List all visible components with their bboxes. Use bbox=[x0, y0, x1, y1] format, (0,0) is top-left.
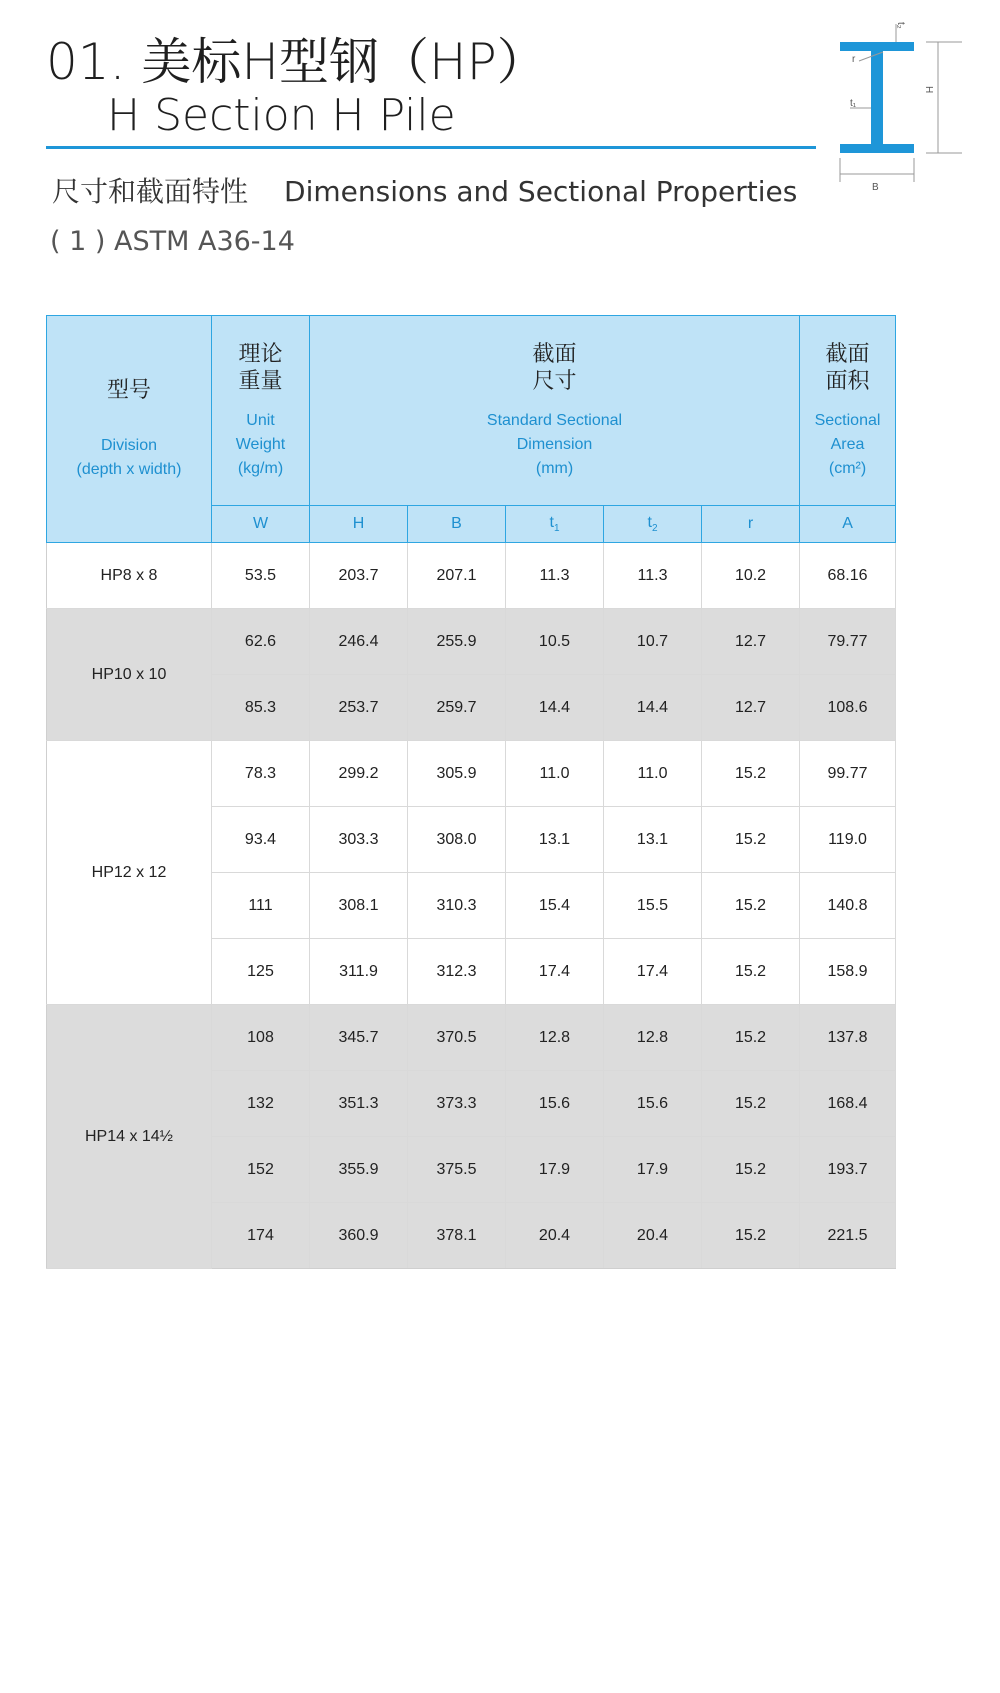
header-area-en bbox=[800, 409, 895, 481]
title-divider bbox=[46, 146, 816, 149]
table-row bbox=[47, 609, 896, 675]
header-area-cn1: 截面 bbox=[825, 341, 870, 367]
unit-r: r bbox=[702, 506, 800, 543]
header-area-en3: (cm²) bbox=[828, 459, 867, 477]
value-cell: 310.3 bbox=[408, 873, 506, 939]
value-cell: 378.1 bbox=[408, 1203, 506, 1269]
value-cell: 360.9 bbox=[310, 1203, 408, 1269]
header-dimension-cn bbox=[310, 341, 799, 395]
value-cell: 303.3 bbox=[310, 807, 408, 873]
table-row bbox=[47, 741, 896, 807]
value-cell: 15.2 bbox=[702, 939, 800, 1005]
value-cell: 255.9 bbox=[408, 609, 506, 675]
value-cell: 158.9 bbox=[800, 939, 896, 1005]
unit-t2-sub: 2 bbox=[651, 523, 658, 535]
value-cell: 17.4 bbox=[604, 939, 702, 1005]
value-cell: 305.9 bbox=[408, 741, 506, 807]
value-cell: 108.6 bbox=[800, 675, 896, 741]
subtitle-cn: 尺寸和截面特性 bbox=[52, 175, 249, 208]
header-weight-en1: Unit bbox=[246, 411, 275, 429]
value-cell: 12.7 bbox=[702, 675, 800, 741]
value-cell: 345.7 bbox=[310, 1005, 408, 1071]
value-cell: 10.7 bbox=[604, 609, 702, 675]
header-division-en2: (depth x width) bbox=[76, 460, 182, 478]
value-cell: 13.1 bbox=[604, 807, 702, 873]
header-weight-cn1: 理论 bbox=[238, 341, 283, 367]
value-cell: 259.7 bbox=[408, 675, 506, 741]
header-division-en1: Division bbox=[100, 436, 157, 454]
diagram-label-b: B bbox=[872, 182, 879, 193]
value-cell: 20.4 bbox=[506, 1203, 604, 1269]
value-cell: 12.8 bbox=[604, 1005, 702, 1071]
header-dimension bbox=[310, 316, 800, 506]
value-cell: 93.4 bbox=[212, 807, 310, 873]
value-cell: 111 bbox=[212, 873, 310, 939]
header-weight bbox=[212, 316, 310, 506]
value-cell: 375.5 bbox=[408, 1137, 506, 1203]
value-cell: 137.8 bbox=[800, 1005, 896, 1071]
value-cell: 15.2 bbox=[702, 1203, 800, 1269]
table-body bbox=[47, 543, 896, 1269]
value-cell: 253.7 bbox=[310, 675, 408, 741]
division-cell: HP14 x 14½ bbox=[47, 1005, 212, 1269]
value-cell: 15.2 bbox=[702, 873, 800, 939]
value-cell: 17.9 bbox=[506, 1137, 604, 1203]
value-cell: 17.4 bbox=[506, 939, 604, 1005]
header-area-en2: Area bbox=[830, 435, 865, 453]
header-division-cn: 型号 bbox=[106, 377, 151, 403]
unit-t1-base: t bbox=[549, 513, 554, 531]
value-cell: 14.4 bbox=[506, 675, 604, 741]
value-cell: 373.3 bbox=[408, 1071, 506, 1137]
value-cell: 174 bbox=[212, 1203, 310, 1269]
value-cell: 12.7 bbox=[702, 609, 800, 675]
value-cell: 79.77 bbox=[800, 609, 896, 675]
value-cell: 11.0 bbox=[506, 741, 604, 807]
value-cell: 15.6 bbox=[506, 1071, 604, 1137]
value-cell: 85.3 bbox=[212, 675, 310, 741]
value-cell: 355.9 bbox=[310, 1137, 408, 1203]
table-row bbox=[47, 543, 896, 609]
unit-t1-sub: 1 bbox=[553, 523, 560, 535]
value-cell: 62.6 bbox=[212, 609, 310, 675]
value-cell: 13.1 bbox=[506, 807, 604, 873]
value-cell: 15.5 bbox=[604, 873, 702, 939]
value-cell: 108 bbox=[212, 1005, 310, 1071]
value-cell: 125 bbox=[212, 939, 310, 1005]
header-weight-en2: Weight bbox=[235, 435, 286, 453]
value-cell: 207.1 bbox=[408, 543, 506, 609]
division-cell: HP12 x 12 bbox=[47, 741, 212, 1005]
value-cell: 15.2 bbox=[702, 1005, 800, 1071]
diagram-label-t2: t₂ bbox=[895, 22, 906, 29]
value-cell: 11.0 bbox=[604, 741, 702, 807]
value-cell: 140.8 bbox=[800, 873, 896, 939]
subtitle-en: Dimensions and Sectional Properties bbox=[284, 175, 798, 208]
value-cell: 308.0 bbox=[408, 807, 506, 873]
value-cell: 11.3 bbox=[604, 543, 702, 609]
header-division-en bbox=[47, 434, 211, 482]
value-cell: 312.3 bbox=[408, 939, 506, 1005]
header-division bbox=[47, 316, 212, 543]
header-area-cn bbox=[800, 341, 895, 395]
value-cell: 152 bbox=[212, 1137, 310, 1203]
value-cell: 370.5 bbox=[408, 1005, 506, 1071]
unit-h: H bbox=[310, 506, 408, 543]
header-dimension-en1: Standard Sectional bbox=[486, 411, 623, 429]
table-row bbox=[47, 1005, 896, 1071]
page-title-en: H Section H Pile bbox=[107, 90, 456, 141]
value-cell: 193.7 bbox=[800, 1137, 896, 1203]
value-cell: 168.4 bbox=[800, 1071, 896, 1137]
diagram-label-r: r bbox=[852, 54, 856, 65]
header-area-en1: Sectional bbox=[814, 411, 881, 429]
value-cell: 15.2 bbox=[702, 807, 800, 873]
value-cell: 10.5 bbox=[506, 609, 604, 675]
value-cell: 351.3 bbox=[310, 1071, 408, 1137]
value-cell: 132 bbox=[212, 1071, 310, 1137]
division-cell: HP8 x 8 bbox=[47, 543, 212, 609]
header-dimension-en bbox=[310, 409, 799, 481]
value-cell: 311.9 bbox=[310, 939, 408, 1005]
header-dimension-en2: Dimension bbox=[516, 435, 593, 453]
unit-w: W bbox=[212, 506, 310, 543]
unit-a: A bbox=[800, 506, 896, 543]
value-cell: 11.3 bbox=[506, 543, 604, 609]
value-cell: 20.4 bbox=[604, 1203, 702, 1269]
header-weight-cn2: 重量 bbox=[238, 368, 283, 394]
value-cell: 15.2 bbox=[702, 1071, 800, 1137]
value-cell: 12.8 bbox=[506, 1005, 604, 1071]
value-cell: 15.4 bbox=[506, 873, 604, 939]
value-cell: 68.16 bbox=[800, 543, 896, 609]
section-subtitle bbox=[52, 170, 797, 210]
unit-t2-base: t bbox=[647, 513, 652, 531]
header-area bbox=[800, 316, 896, 506]
h-section-diagram-icon bbox=[836, 16, 986, 196]
header-dimension-en3: (mm) bbox=[535, 459, 574, 477]
header-dimension-cn2: 尺寸 bbox=[532, 368, 577, 394]
value-cell: 99.77 bbox=[800, 741, 896, 807]
header-weight-cn bbox=[212, 341, 309, 395]
header-area-cn2: 面积 bbox=[825, 368, 870, 394]
dimensions-table bbox=[46, 315, 896, 1269]
standard-label: ( 1 ) ASTM A36-14 bbox=[50, 226, 295, 257]
value-cell: 246.4 bbox=[310, 609, 408, 675]
value-cell: 17.9 bbox=[604, 1137, 702, 1203]
value-cell: 78.3 bbox=[212, 741, 310, 807]
header-dimension-cn1: 截面 bbox=[532, 341, 577, 367]
diagram-label-t1: t₁ bbox=[850, 98, 857, 109]
page-title-cn: 01. 美标H型钢（HP） bbox=[46, 33, 547, 91]
value-cell: 53.5 bbox=[212, 543, 310, 609]
value-cell: 203.7 bbox=[310, 543, 408, 609]
value-cell: 15.2 bbox=[702, 1137, 800, 1203]
unit-t1 bbox=[506, 506, 604, 543]
header-weight-en3: (kg/m) bbox=[237, 459, 284, 477]
value-cell: 10.2 bbox=[702, 543, 800, 609]
value-cell: 15.6 bbox=[604, 1071, 702, 1137]
value-cell: 299.2 bbox=[310, 741, 408, 807]
diagram-label-h: H bbox=[923, 86, 934, 94]
value-cell: 119.0 bbox=[800, 807, 896, 873]
value-cell: 221.5 bbox=[800, 1203, 896, 1269]
value-cell: 15.2 bbox=[702, 741, 800, 807]
unit-b: B bbox=[408, 506, 506, 543]
unit-t2 bbox=[604, 506, 702, 543]
value-cell: 14.4 bbox=[604, 675, 702, 741]
division-cell: HP10 x 10 bbox=[47, 609, 212, 741]
value-cell: 308.1 bbox=[310, 873, 408, 939]
header-weight-en bbox=[212, 409, 309, 481]
